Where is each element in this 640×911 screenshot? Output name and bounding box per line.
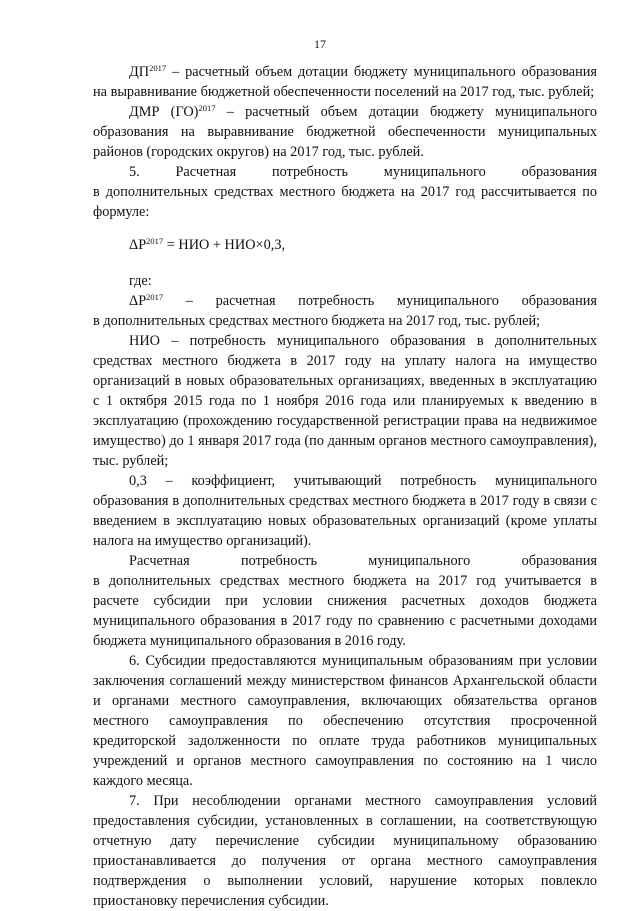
dp-superscript: 2017 [149,63,167,73]
dr-symbol: ΔР [129,293,147,309]
page-number: 17 [314,37,326,51]
formula-superscript: 2017 [146,236,164,246]
dr-text: – расчетная потребность муниципального образования [163,293,597,309]
paragraph-6: 6. Субсидии предоставляются муниципальным образованиям при условии заключения соглашений между министерством финансов Архангельской области и органами местного самоуправления, включающих обязательства органов местного самоуправления по обеспечению отсутствия просроченной кредиторской задолженности по оплате труда работников муниципальных учреждений и органов местного самоуправления по состоянию на 1 число каждого месяца. [93,653,597,789]
calc-paragraph-rest: в дополнительных средствах местного бюджета на 2017 год учитывается в расчете субсидии при условии снижения расчетных доходов бюджета муниципального образования в 2017 году по сравнению с расчетными доходами бюджета муниципального образования в 2016 году. [93,573,597,649]
dp-symbol: ДП [129,64,150,80]
paragraph-5-rest: в дополнительных средствах местного бюджета на 2017 год рассчитывается по формуле: [93,184,597,220]
formula [129,235,597,255]
document-body [93,62,597,911]
dmr-text: – расчетный объем дотации бюджету муниципального образования на выравнивание бюджетной обеспеченности муниципальных районов (городских округов) на 2017 год, тыс. рублей. [93,104,597,160]
dmr-superscript: 2017 [198,103,216,113]
dmr-symbol: ДМР (ГО) [129,104,199,120]
formula-expression: = НИО + НИО×0,3, [163,237,286,253]
definition-dp [93,62,597,102]
definition-dr-rest: в дополнительных средствах местного бюджета на 2017 год, тыс. рублей; [93,313,541,329]
formula-symbol: ΔР [129,237,147,253]
definition-nio: НИО – потребность муниципального образования в дополнительных средствах местного бюджета в 2017 году на уплату налога на имущество организаций в новых образовательных организациях, введенных в эксплуатацию с 1 октября 2015 года по 1 ноября 2016 года или планируемых к введению в эксплуатацию (прохождению государственной регистрации права на недвижимое имущество) до 1 января 2017 года (по данным органов местного самоуправления), тыс. рублей; [93,333,597,469]
definition-dr-first-line [93,291,597,311]
dp-text: – расчетный объем дотации бюджету муниципального образования на выравнивание бюджетной обеспеченности поселений на 2017 год, тыс. рублей; [93,64,597,100]
dr-superscript: 2017 [146,292,164,302]
calc-paragraph-first-line: Расчетная потребность муниципального образования [129,553,597,569]
paragraph-7: 7. При несоблюдении органами местного самоуправления условий предоставления субсидии, установленных в соглашении, на соответствующую отчетную дату перечисление субсидии муниципальному образованию приостанавливается до получения от органа местного самоуправления подтверждения о выполнении условий, нарушение которых повлекло приостановку перечисления субсидии. [93,793,597,909]
definition-dmr [93,102,597,162]
where-label: где: [129,273,152,289]
paragraph-5-first-line: 5. Расчетная потребность муниципального образования [129,164,597,180]
definition-coefficient: 0,3 – коэффициент, учитывающий потребность муниципального образования в дополнительных средствах местного бюджета в 2017 году в связи с введением в эксплуатацию новых образовательных организаций (кроме уплаты налога на имущество организаций). [93,473,597,549]
